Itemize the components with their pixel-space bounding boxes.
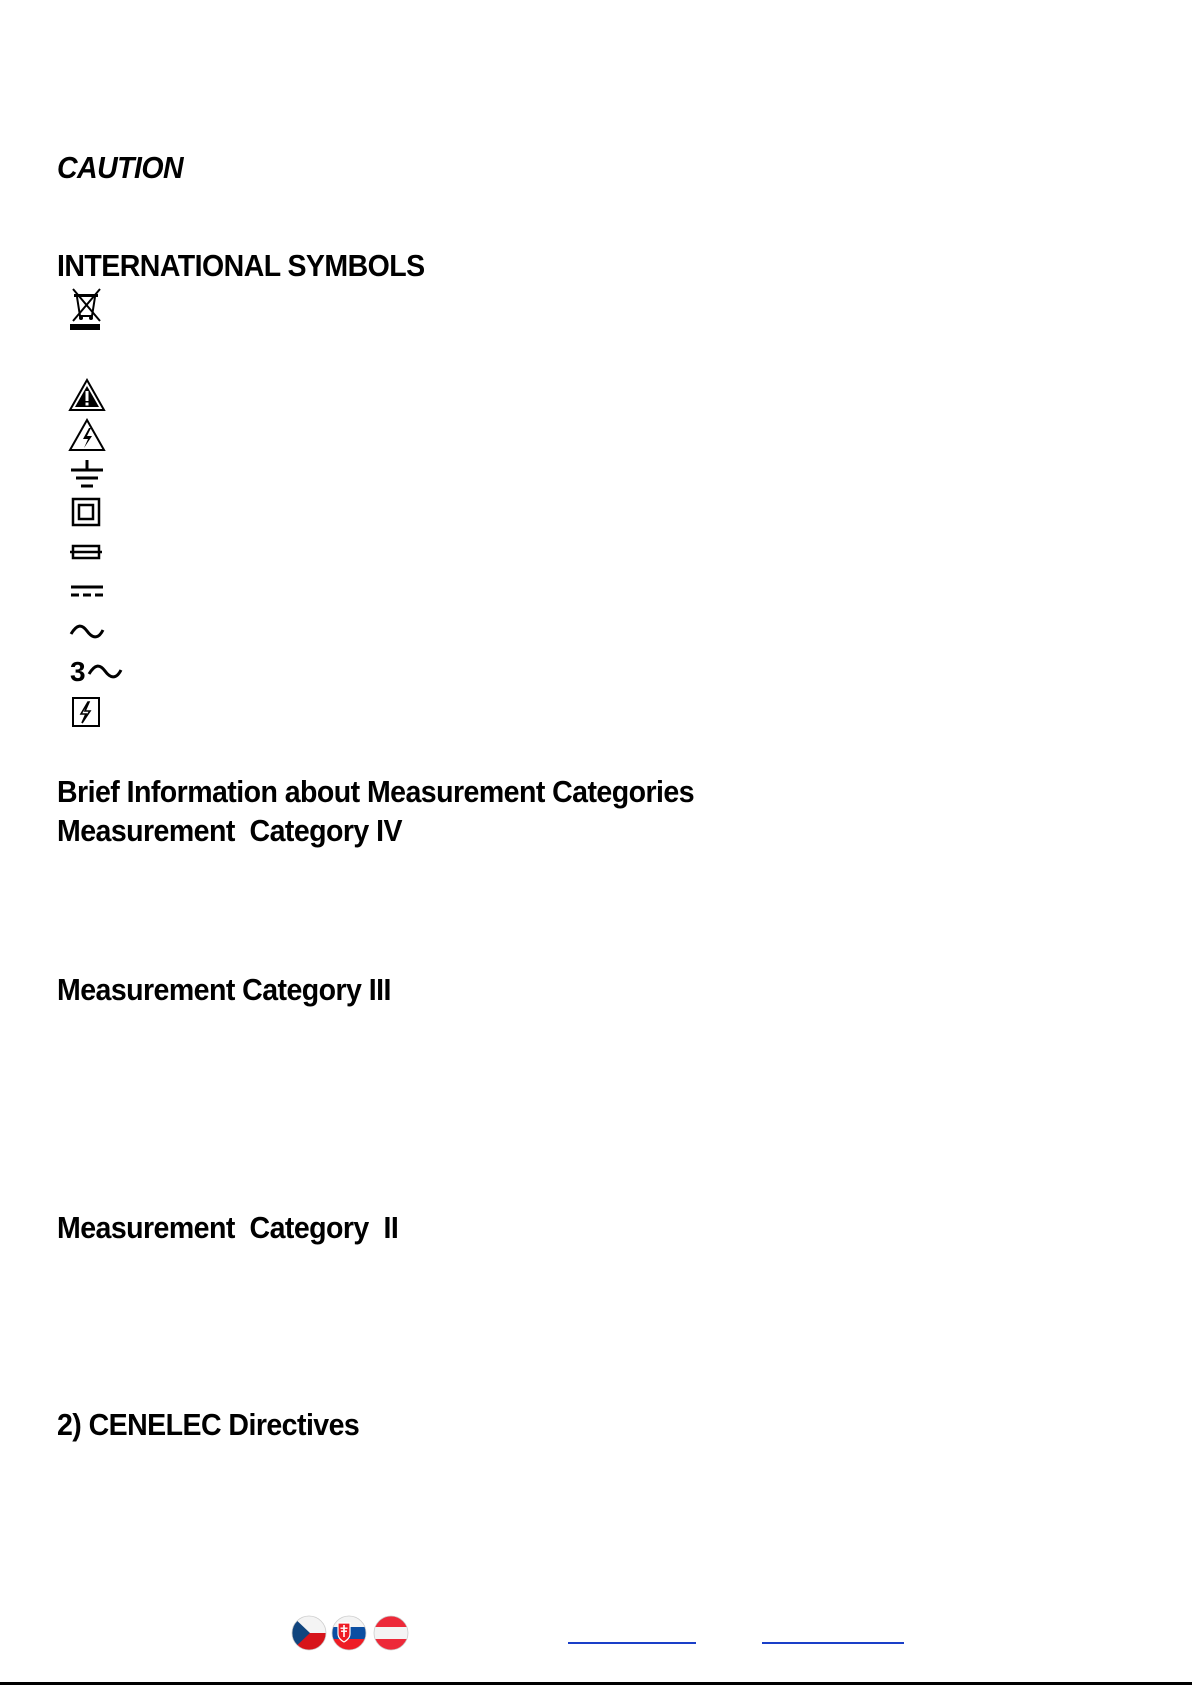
- lightning-box-icon: [68, 696, 112, 732]
- footer-link-1[interactable]: [568, 1642, 696, 1644]
- three-phase-ac-icon: [68, 656, 128, 692]
- slovak-flag-icon: [330, 1614, 368, 1652]
- cenelec-heading: 2) CENELEC Directives: [57, 1407, 360, 1442]
- high-voltage-icon: [68, 418, 112, 454]
- category-iii-heading: Measurement Category III: [57, 972, 391, 1007]
- international-symbols-heading: INTERNATIONAL SYMBOLS: [57, 248, 425, 283]
- footer-flags: [290, 1614, 420, 1654]
- dc-icon: [68, 580, 112, 616]
- weee-bin-icon: [68, 286, 112, 322]
- czech-flag-icon: [290, 1614, 328, 1652]
- footer-link-2[interactable]: [762, 1642, 904, 1644]
- fuse-icon: [68, 540, 112, 576]
- category-iv-heading: Measurement Category IV: [57, 813, 402, 848]
- ground-icon: [68, 458, 112, 494]
- ac-icon: [68, 618, 112, 654]
- austrian-flag-icon: [372, 1614, 410, 1652]
- brief-info-heading: Brief Information about Measurement Categories: [57, 774, 695, 809]
- category-ii-heading: Measurement Category II: [57, 1210, 399, 1245]
- double-insulation-icon: [68, 496, 112, 532]
- warning-exclamation-icon: [68, 378, 112, 414]
- caution-heading: CAUTION: [57, 150, 184, 185]
- three-phase-label: 3: [70, 656, 86, 687]
